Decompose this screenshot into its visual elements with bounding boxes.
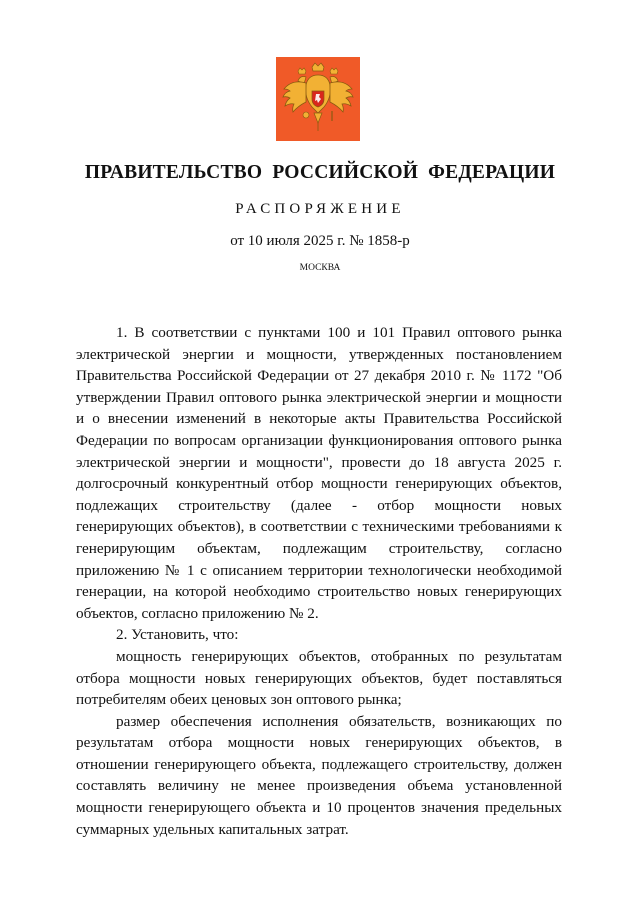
issuer-title: ПРАВИТЕЛЬСТВО РОССИЙСКОЙ ФЕДЕРАЦИИ	[84, 162, 556, 183]
paragraph: 1. В соответствии с пунктами 100 и 101 Правил оптового рынка электрической энергии и мощности, утвержденных постановлением Правительства Российской Федерации от 27 декабря 2010 г. № 1172 "Об утверждении Правил оптового рынка электрической энергии и мощности и о внесении изменений в некоторые акты Правительства Российской Федерации по вопросам организации функционирования оптового рынка электрической энергии и мощности", провести до 18 августа 2025 г. долгосрочный конкурентный отбор мощности генерирующих объектов, подлежащих строительству (далее - отбор мощности новых генерирующих объектов), в соответствии с техническими требованиями к генерирующим объектам, подлежащим строительству, согласно приложению № 1 с описанием территории технологически необходимой генерации, на которой необходимо строительство новых генерирующих объектов, согласно приложению № 2.	[76, 324, 562, 622]
paragraph: мощность генерирующих объектов, отобранных по результатам отбора мощности новых генерирующих объектов, будет поставляться потребителям обеих ценовых зон оптового рынка;	[76, 647, 562, 709]
paragraph: 2. Установить, что:	[116, 626, 239, 644]
document-type: РАСПОРЯЖЕНИЕ	[235, 201, 405, 217]
document-body	[76, 322, 562, 840]
paragraph: размер обеспечения исполнения обязательств, возникающих по результатам отбора мощности новых генерирующих объектов, в отношении генерирующего объекта, подлежащего строительству, должен составлять величину не менее произведения объема установленной мощности генерирующего объекта и 10 процентов значения предельных суммарных удельных капитальных затрат.	[76, 712, 562, 838]
russian-coat-of-arms-icon	[276, 57, 360, 141]
document-city: МОСКВА	[299, 263, 341, 273]
document-date-number: от 10 июля 2025 г. № 1858-р	[230, 233, 410, 249]
